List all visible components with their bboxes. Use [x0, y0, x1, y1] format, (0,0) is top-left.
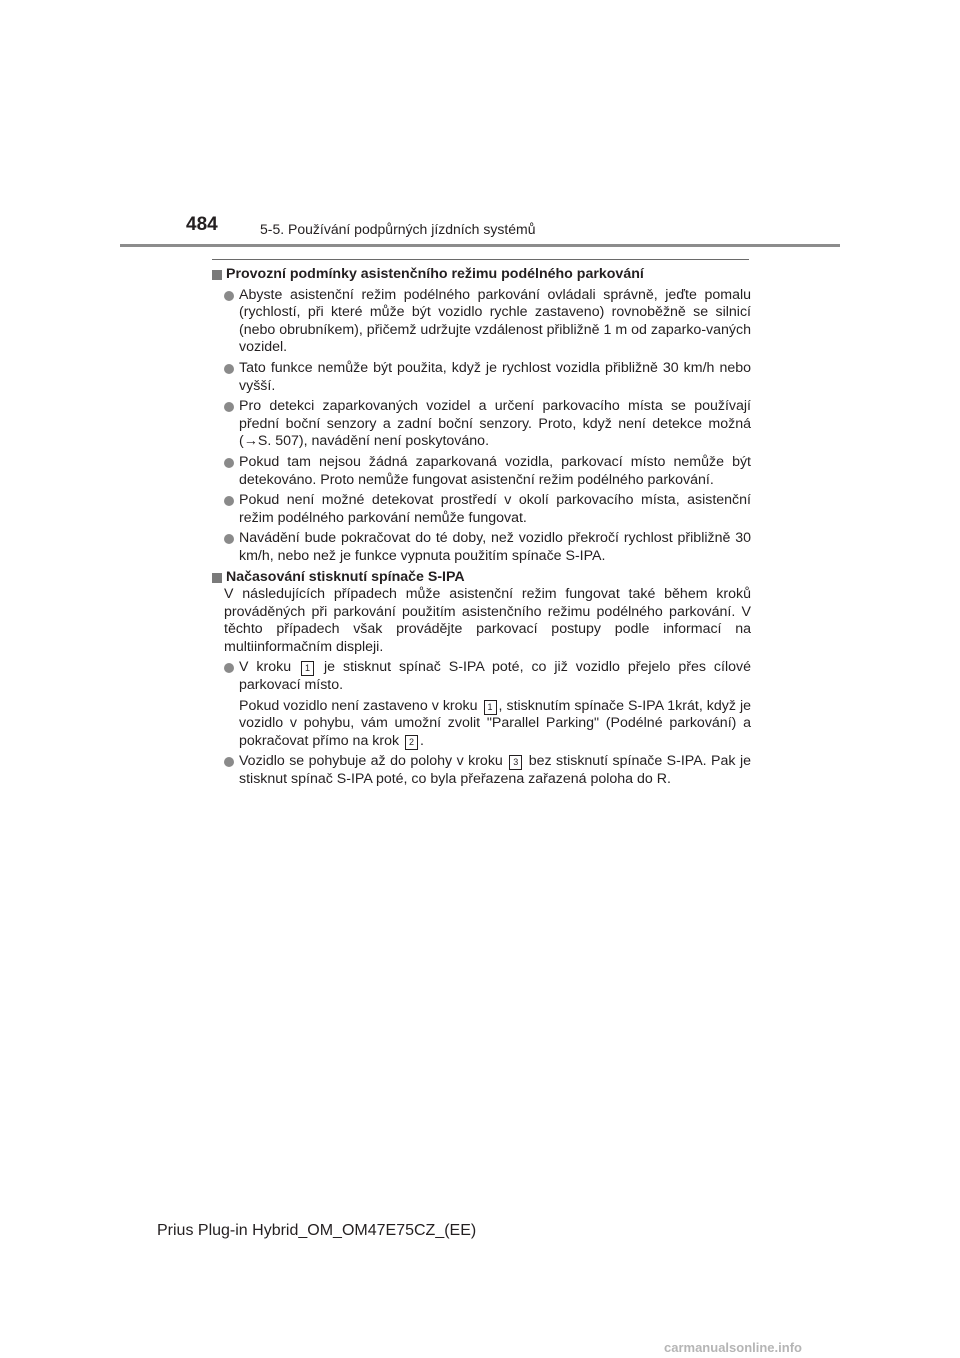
- text-span: Vozidlo se pohybuje až do polohy v kroku: [239, 753, 503, 770]
- list-item: [212, 360, 751, 395]
- bullet-icon: [224, 364, 234, 374]
- list-item: [212, 492, 751, 527]
- list-item-text: Tato funkce nemůže být použita, když je rychlost vozidla přibližně 30 km/h nebo vyšší.: [239, 359, 751, 394]
- bullet-icon: [224, 496, 234, 506]
- list-item: [212, 753, 751, 788]
- bullet-icon: [224, 291, 234, 301]
- list-item-text: Abyste asistenční režim podélného parkování ovládali správně, jeďte pomalu (rychlostí, při které může být vozidlo rychle zastaveno) rovnoběžně se silnicí (nebo obrubníkem), přičemž udržujte vzdálenost přibližně 1 m od zaparko-vaných vozidel.: [239, 286, 751, 356]
- bullet-icon: [224, 663, 234, 673]
- text-span: bez stisknutí spínače S-IPA. Pak je stisknut spínač S-IPA poté, co byla přeřazena zařazená poloha do R.: [239, 753, 751, 788]
- list-item: [212, 454, 751, 489]
- list-item-text: [239, 659, 751, 694]
- list-item: [212, 530, 751, 565]
- watermark: carmanualsonline.info: [664, 1340, 802, 1355]
- list-item: [212, 398, 751, 451]
- square-bullet-icon: [212, 270, 222, 280]
- list-item: [212, 659, 751, 694]
- list-item: [212, 287, 751, 357]
- text-span: V kroku: [239, 659, 292, 676]
- list-item-text: Pokud není možné detekovat prostředí v okolí parkovacího místa, asistenční režim podélného parkování nemůže fungovat.: [239, 492, 751, 526]
- list-item-text: [239, 753, 751, 788]
- bullet-icon: [224, 458, 234, 468]
- section-heading: [212, 569, 751, 587]
- header-rule: [120, 244, 840, 247]
- step-number-box: 1: [301, 661, 314, 676]
- heading-text: Načasování stisknutí spínače S-IPA: [226, 568, 465, 585]
- square-bullet-icon: [212, 573, 222, 583]
- intro-paragraph: V následujících případech může asistenční režim fungovat také během kroků prováděných při parkování použitím asistenčního režimu podélného parkování. V těchto případech však provádějte parkovací postupy podle informací na multiinformačním displeji.: [224, 586, 751, 655]
- step-number-box: 1: [484, 700, 497, 715]
- list-item-text: Pro detekci zaparkovaných vozidel a určení parkovacího místa se používají přední boční senzory a zadní boční senzory. Proto, když není detekce možná (→S. 507), navádění není poskytováno.: [239, 398, 751, 450]
- section-rule: [212, 259, 749, 260]
- step-number-box: 2: [405, 735, 418, 750]
- sub-paragraph: [239, 698, 751, 751]
- section-heading: [212, 266, 751, 284]
- text-span: je stisknut spínač S-IPA poté, co již vozidlo přejelo přes cílové parkovací místo.: [239, 659, 751, 694]
- step-number-box: 3: [509, 755, 522, 770]
- text-span: Pokud vozidlo není zastaveno v kroku: [239, 697, 478, 714]
- bullet-icon: [224, 534, 234, 544]
- list-item-text: Pokud tam nejsou žádná zaparkovaná vozidla, parkovací místo nemůže být detekováno. Proto nemůže fungovat asistenční režim podélného parkování.: [239, 453, 751, 488]
- heading-text: Provozní podmínky asistenčního režimu podélného parkování: [226, 266, 644, 282]
- text-span: .: [420, 732, 424, 749]
- text-span: , stisknutím spínače S-IPA 1krát, když je vozidlo v pohybu, vám umožní zvolit "Parallel Parking" (Podélné parkování) a pokračovat přímo na krok: [239, 697, 751, 749]
- page-number: 484: [186, 214, 218, 235]
- bullet-icon: [224, 402, 234, 412]
- footer-text: Prius Plug-in Hybrid_OM_OM47E75CZ_(EE): [157, 1222, 477, 1239]
- list-item-text: Navádění bude pokračovat do té doby, než vozidlo překročí rychlost přibližně 30 km/h, nebo než je funkce vypnuta použitím spínače S-IPA.: [239, 530, 751, 564]
- content: [212, 266, 751, 789]
- section-title: 5-5. Používání podpůrných jízdních systémů: [260, 221, 536, 237]
- bullet-icon: [224, 757, 234, 767]
